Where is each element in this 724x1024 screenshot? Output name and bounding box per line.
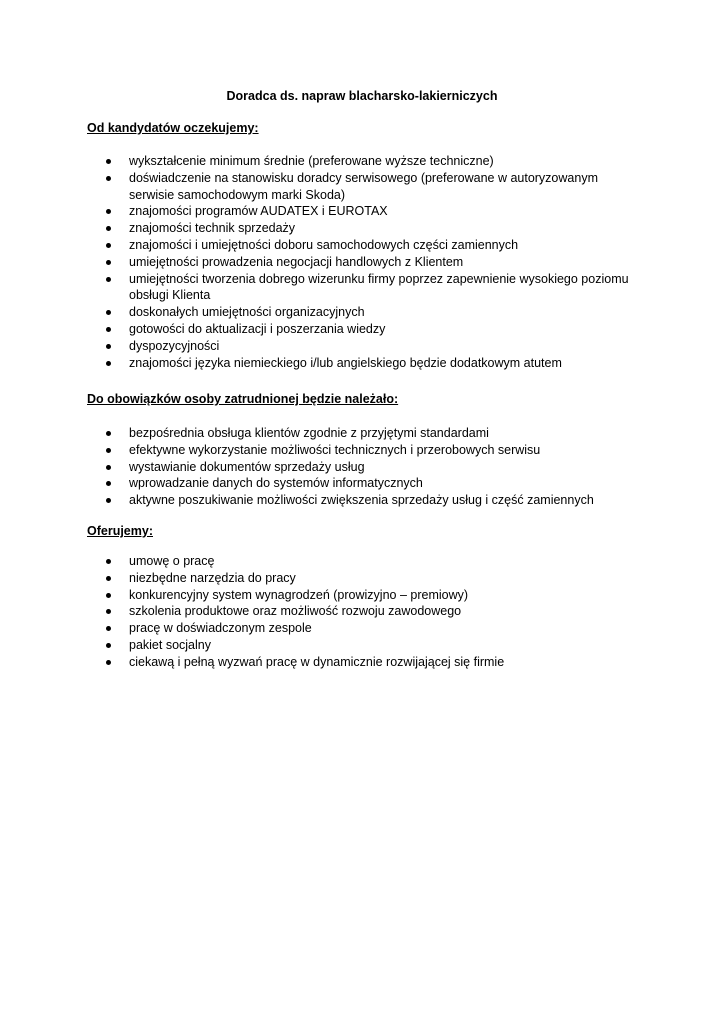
bullet-icon — [106, 260, 111, 265]
list-item-text: gotowości do aktualizacji i poszerzania wiedzy — [129, 321, 386, 336]
bullet-icon — [106, 243, 111, 248]
list-item-text: znajomości programów AUDATEX i EUROTAX — [129, 204, 388, 219]
list-item-text: znajomości technik sprzedaży — [129, 221, 296, 236]
bullet-icon — [106, 344, 111, 349]
list-item-text: doświadczenie na stanowisku doradcy serwisowego (preferowane w autoryzowanym serwisie samochodowym marki Skoda) — [129, 170, 598, 202]
list-item-text: szkolenia produktowe oraz możliwość rozwoju zawodowego — [129, 604, 462, 619]
list-item — [104, 220, 634, 237]
list-item-text: wprowadzanie danych do systemów informatycznych — [129, 476, 423, 491]
bullet-icon — [106, 660, 111, 665]
list-item — [104, 304, 634, 321]
list-item-text: umiejętności tworzenia dobrego wizerunku firmy poprzez zapewnienie wysokiego poziomu obsługi Klienta — [129, 271, 629, 303]
bullet-icon — [106, 593, 111, 598]
list-item — [104, 459, 634, 476]
list-item-text: efektywne wykorzystanie możliwości technicznych i przerobowych serwisu — [129, 442, 541, 457]
list-item-text: ciekawą i pełną wyzwań pracę w dynamicznie rozwijającej się firmie — [129, 654, 505, 669]
list-item-text: znajomości i umiejętności doboru samochodowych części zamiennych — [129, 237, 519, 252]
list-item — [104, 442, 634, 459]
list-item-text: bezpośrednia obsługa klientów zgodnie z przyjętymi standardami — [129, 426, 489, 440]
list-item — [104, 475, 634, 492]
bullet-icon — [106, 481, 111, 486]
list-item — [104, 654, 634, 671]
bullet-icon — [106, 176, 111, 181]
list-item — [104, 620, 634, 637]
section-heading-requirements: Od kandydatów oczekujemy: — [87, 121, 259, 135]
list-item — [104, 237, 634, 254]
list-item — [104, 492, 634, 509]
section-heading-offer: Oferujemy: — [87, 524, 153, 538]
list-item-text: pakiet socjalny — [129, 637, 211, 652]
bullet-icon — [106, 465, 111, 470]
bullet-icon — [106, 498, 111, 503]
section-heading-duties: Do obowiązków osoby zatrudnionej będzie należało: — [87, 392, 399, 406]
bullet-icon — [106, 361, 111, 366]
offer-list — [104, 553, 634, 671]
list-item-text: aktywne poszukiwanie możliwości zwiększenia sprzedaży usług i część zamiennych — [129, 493, 594, 508]
list-item-text: umowę o pracę — [129, 554, 215, 568]
list-item — [104, 153, 634, 170]
bullet-icon — [106, 327, 111, 332]
bullet-icon — [106, 277, 111, 282]
list-item — [104, 254, 634, 271]
list-item-text: umiejętności prowadzenia negocjacji handlowych z Klientem — [129, 254, 464, 269]
list-item — [104, 570, 634, 587]
bullet-icon — [106, 431, 111, 436]
list-item — [104, 170, 634, 204]
bullet-icon — [106, 448, 111, 453]
document-title: Doradca ds. napraw blacharsko-lakierniczych — [226, 89, 498, 103]
list-item — [104, 425, 634, 442]
list-item-text: niezbędne narzędzia do pracy — [129, 570, 296, 585]
list-item-text: pracę w doświadczonym zespole — [129, 621, 312, 636]
list-item — [104, 637, 634, 654]
list-item — [104, 355, 634, 372]
bullet-icon — [106, 626, 111, 631]
list-item-text: wystawianie dokumentów sprzedaży usług — [129, 459, 365, 474]
list-item — [104, 321, 634, 338]
list-item — [104, 203, 634, 220]
bullet-icon — [106, 209, 111, 214]
list-item — [104, 271, 634, 305]
bullet-icon — [106, 643, 111, 648]
requirements-list — [104, 153, 634, 371]
list-item-text: doskonałych umiejętności organizacyjnych — [129, 305, 365, 320]
bullet-icon — [106, 226, 111, 231]
bullet-icon — [106, 310, 111, 315]
list-item-text: dyspozycyjności — [129, 338, 220, 353]
list-item — [104, 587, 634, 604]
duties-list — [104, 425, 634, 509]
bullet-icon — [106, 159, 111, 164]
bullet-icon — [106, 559, 111, 564]
list-item — [104, 338, 634, 355]
list-item — [104, 603, 634, 620]
bullet-icon — [106, 609, 111, 614]
list-item-text: wykształcenie minimum średnie (preferowane wyższe techniczne) — [129, 154, 494, 168]
list-item-text: znajomości języka niemieckiego i/lub angielskiego będzie dodatkowym atutem — [129, 355, 562, 370]
bullet-icon — [106, 576, 111, 581]
list-item-text: konkurencyjny system wynagrodzeń (prowizyjno – premiowy) — [129, 587, 469, 602]
list-item — [104, 553, 634, 570]
